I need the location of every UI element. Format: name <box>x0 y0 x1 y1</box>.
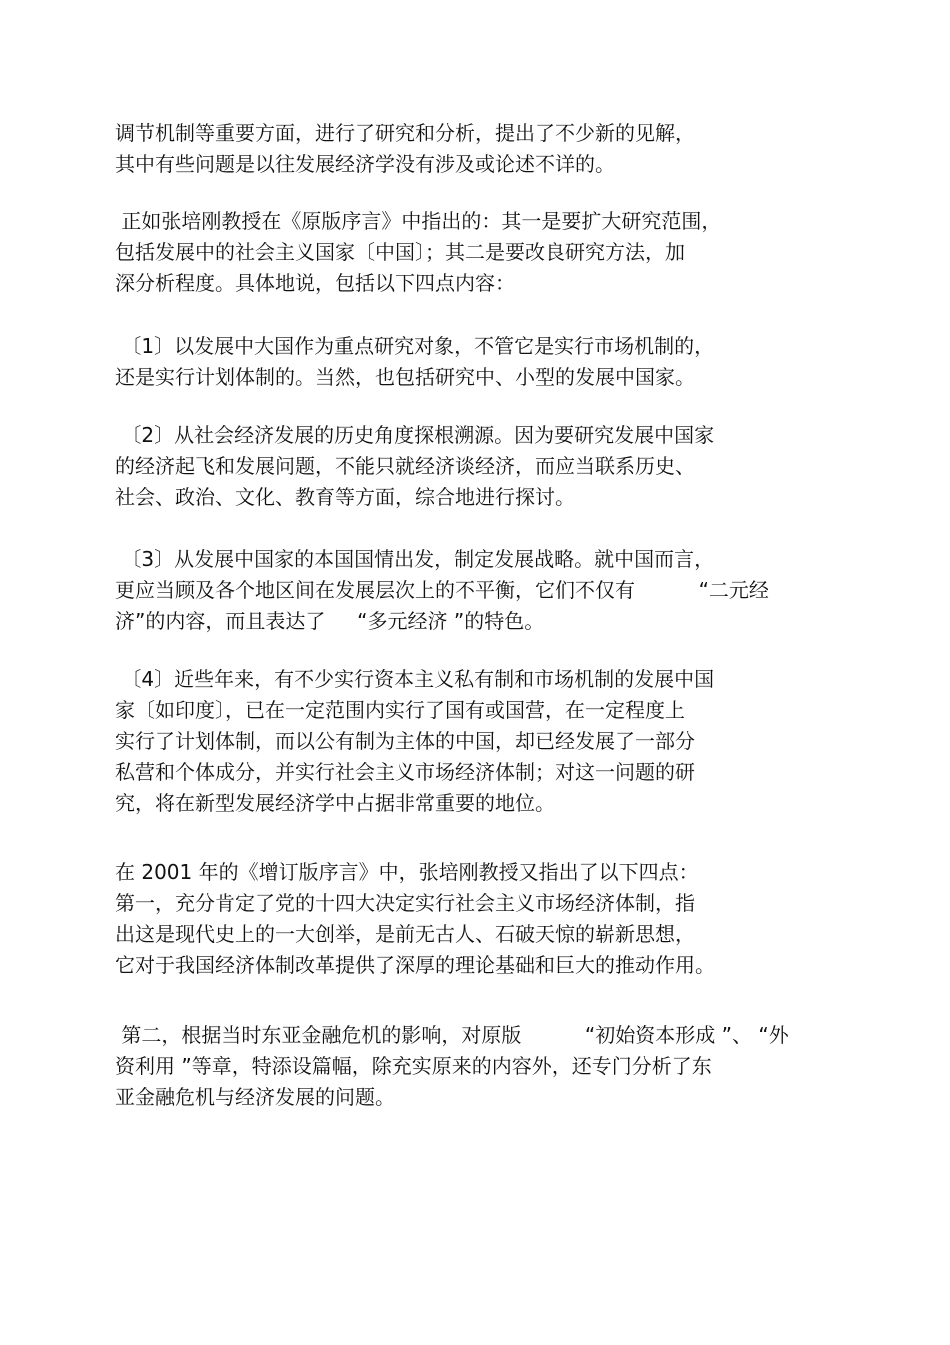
text-line: 它对于我国经济体制改革提供了深厚的理论基础和巨大的推动作用。 <box>115 953 715 977</box>
paragraph-second-point <box>115 1020 835 1113</box>
text-line: 济”的内容，而且表达了 “多元经济 ”的特色。 <box>115 609 545 633</box>
text-line: 深分析程度。具体地说，包括以下四点内容： <box>115 271 515 295</box>
text-line: 更应当顾及各个地区间在发展层次上的不平衡，它们不仅有 “二元经 <box>115 578 769 602</box>
paragraph-point-3 <box>115 544 835 637</box>
text-line: 〔1〕以发展中大国作为重点研究对象，不管它是实行市场机制的， <box>115 334 715 358</box>
paragraph-point-2 <box>115 420 835 513</box>
text-line: 资利用 ”等章，特添设篇幅，除充实原来的内容外，还专门分析了东 <box>115 1054 712 1078</box>
text-line: 的经济起飞和发展问题，不能只就经济谈经济，而应当联系历史、 <box>115 454 695 478</box>
text-line: 〔4〕近些年来，有不少实行资本主义私有制和市场机制的发展中国 <box>115 667 715 691</box>
text-line: 包括发展中的社会主义国家〔中国〕；其二是要改良研究方法，加 <box>115 240 685 264</box>
text-line: 家〔如印度〕，已在一定范围内实行了国有或国营，在一定程度上 <box>115 698 685 722</box>
paragraph-intro <box>115 118 835 180</box>
text-line: 究，将在新型发展经济学中占据非常重要的地位。 <box>115 791 555 815</box>
paragraph-point-1 <box>115 331 835 393</box>
text-line: 正如张培刚教授在《原版序言》中指出的：其一是要扩大研究范围， <box>115 209 722 233</box>
paragraph-point-4 <box>115 664 835 819</box>
text-line: 第一，充分肯定了党的十四大决定实行社会主义市场经济体制，指 <box>115 891 695 915</box>
text-line: 〔3〕从发展中国家的本国国情出发，制定发展战略。就中国而言， <box>115 547 715 571</box>
text-line: 还是实行计划体制的。当然，也包括研究中、小型的发展中国家。 <box>115 365 695 389</box>
text-line: 〔2〕从社会经济发展的历史角度探根溯源。因为要研究发展中国家 <box>115 423 715 447</box>
text-line: 调节机制等重要方面，进行了研究和分析，提出了不少新的见解， <box>115 121 695 145</box>
text-line: 社会、政治、文化、教育等方面，综合地进行探讨。 <box>115 485 575 509</box>
text-line: 出这是现代史上的一大创举，是前无古人、石破天惊的崭新思想， <box>115 922 695 946</box>
text-line: 私营和个体成分，并实行社会主义市场经济体制；对这一问题的研 <box>115 760 695 784</box>
paragraph-original-preface <box>115 206 835 299</box>
text-line: 实行了计划体制，而以公有制为主体的中国，却已经发展了一部分 <box>115 729 695 753</box>
text-line: 亚金融危机与经济发展的问题。 <box>115 1085 395 1109</box>
text-line: 在 2001 年的《增订版序言》中，张培刚教授又指出了以下四点： <box>115 860 699 884</box>
text-line: 第二，根据当时东亚金融危机的影响，对原版 “初始资本形成 ”、 “外 <box>115 1023 789 1047</box>
paragraph-revised-preface <box>115 857 835 981</box>
text-line: 其中有些问题是以往发展经济学没有涉及或论述不详的。 <box>115 152 615 176</box>
